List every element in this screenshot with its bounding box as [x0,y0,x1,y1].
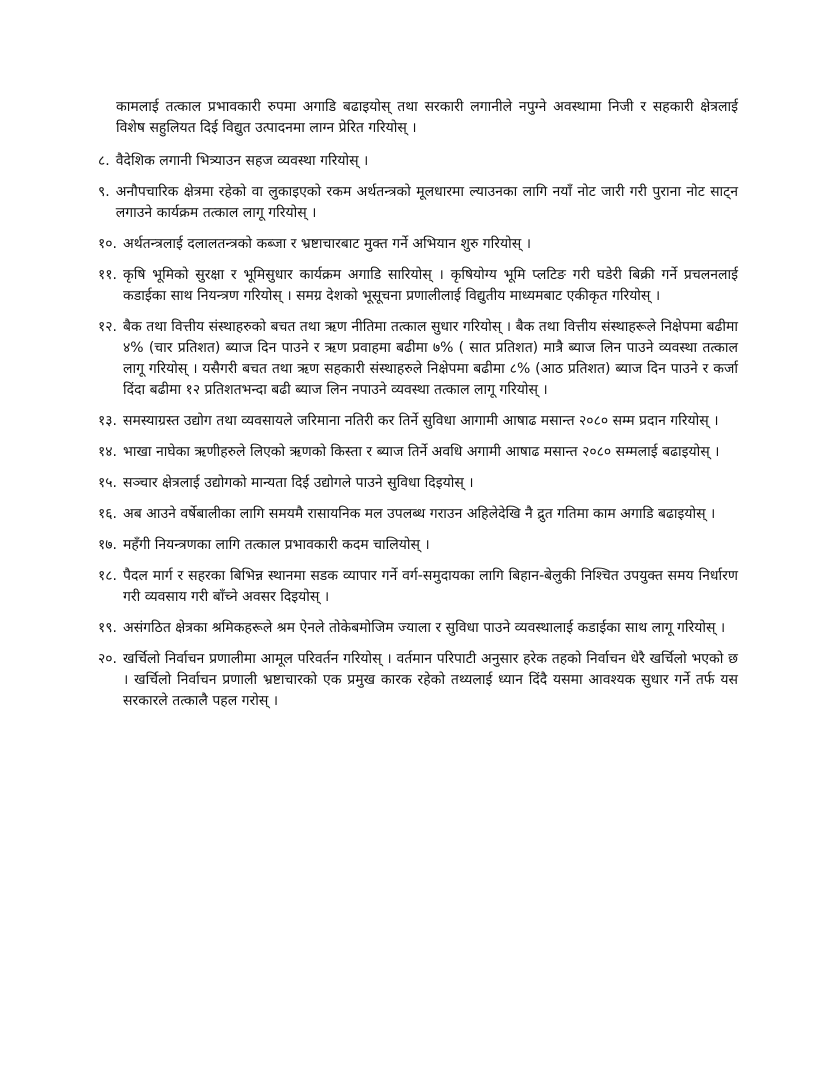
item-number: १३. [98,413,118,429]
list-item [98,317,738,401]
item-number: ११. [98,267,118,283]
item-text: खर्चिलो निर्वाचन प्रणालीमा आमूल परिवर्तन गरियोस् । वर्तमान परिपाटी अनुसार हरेक तहको निर्वाचन धेरै खर्चिलो भएको छ । खर्चिलो निर्वाचन प्रणाली भ्रष्टाचारको एक प्रमुख कारक रहेको तथ्यलाई ध्यान दिंदै यसमा आवश्यक सुधार गर्ने तर्फ यस सरकारले तत्कालै पहल गरोस् । [123,651,738,709]
list-item [98,411,738,432]
document-body [98,97,738,722]
item-text: अब आउने वर्षेबालीका लागि समयमै रासायनिक मल उपलब्ध गराउन अहिलेदेखि नै द्रुत गतिमा काम अगाडि बढाइयोस् । [123,506,716,522]
list-item [98,618,738,639]
continuation-paragraph: कामलाई तत्काल प्रभावकारी रुपमा अगाडि बढाइयोस् तथा सरकारी लगानीले नपुग्ने अवस्थामा निजी र सहकारी क्षेत्रलाई विशेष सहुलियत दिई विद्युत उत्पादनमा लाग्न प्रेरित गरियोस् । [116,99,738,136]
list-item [98,566,738,608]
item-number: १५. [98,475,118,491]
item-number: २०. [98,651,118,667]
item-text: महँगी नियन्त्रणका लागि तत्काल प्रभावकारी कदम चालियोस् । [123,537,430,553]
list-item [98,265,738,307]
item-text: सञ्चार क्षेत्रलाई उद्योगको मान्यता दिई उद्योगले पाउने सुविधा दिइयोस् । [123,475,474,491]
item-number: १४. [98,444,118,460]
numbered-list [98,151,738,712]
item-number: १०. [98,236,118,252]
item-text: वैदेशिक लगानी भित्र्याउन सहज व्यवस्था गरियोस् । [115,153,369,169]
list-item [98,535,738,556]
list-item [98,182,738,224]
item-text: पैदल मार्ग र सहरका बिभिन्न स्थानमा सडक व्यापार गर्ने वर्ग-समुदायका लागि बिहान-बेलुकी निश्चित उपयुक्त समय निर्धारण गरी व्यवसाय गरी बाँच्ने अवसर दिइयोस् । [123,568,738,605]
item-number: १६. [98,506,118,522]
item-text: असंगठित क्षेत्रका श्रमिकहरूले श्रम ऐनले तोकेबमोजिम ज्याला र सुविधा पाउने व्यवस्थालाई कडाईका साथ लागू गरियोस् । [123,620,726,636]
list-item [98,234,738,255]
item-number: १७. [98,537,118,553]
list-item [98,151,738,172]
item-text: कृषि भूमिको सुरक्षा र भूमिसुधार कार्यक्रम अगाडि सारियोस् । कृषियोग्य भूमि प्लटिङ गरी घडेरी बिक्री गर्ने प्रचलनलाई कडाईका साथ नियन्त्रण गरियोस् । समग्र देशको भूसूचना प्रणालीलाई विद्युतीय माध्यमबाट एकीकृत गरियोस् । [123,267,738,304]
item-number: ८. [98,153,110,169]
item-number: १८. [98,568,118,584]
list-item [98,504,738,525]
list-item [98,473,738,494]
list-item [98,649,738,712]
item-text: बैक तथा वित्तीय संस्थाहरुको बचत तथा ऋण नीतिमा तत्काल सुधार गरियोस् । बैक तथा वित्तीय संस्थाहरूले निक्षेपमा बढीमा ४% (चार प्रतिशत) ब्याज दिन पाउने र ऋण प्रवाहमा बढीमा ७% ( सात प्रतिशत) मात्रै ब्याज लिन पाउने व्यवस्था तत्काल लागू गरियोस् । यसैगरी बचत तथा ऋण सहकारी संस्थाहरुले निक्षेपमा बढीमा ८% (आठ प्रतिशत) ब्याज दिन पाउने र कर्जा दिंदा बढीमा १२ प्रतिशतभन्दा बढी ब्याज लिन नपाउने व्यवस्था तत्काल लागू गरियोस् । [123,319,738,398]
item-text: समस्याग्रस्त उद्योग तथा व्यवसायले जरिमाना नतिरी कर तिर्ने सुविधा आगामी आषाढ मसान्त २०८० सम्म प्रदान गरियोस् । [123,413,719,429]
item-number: १२. [98,319,118,335]
list-item [98,442,738,463]
item-number: १९. [98,620,118,636]
item-text: भाखा नाघेका ऋणीहरुले लिएको ऋणको किस्ता र ब्याज तिर्ने अवधि अगामी आषाढ मसान्त २०८० सम्मलाई बढाइयोस् । [123,444,720,460]
item-text: अर्थतन्त्रलाई दलालतन्त्रको कब्जा र भ्रष्टाचारबाट मुक्त गर्ने अभियान शुरु गरियोस् । [123,236,531,252]
item-number: ९. [98,184,110,200]
item-text: अनौपचारिक क्षेत्रमा रहेको वा लुकाइएको रकम अर्थतन्त्रको मूलधारमा ल्याउनका लागि नयाँ नोट जारी गरी पुराना नोट साट्न लगाउने कार्यक्रम तत्काल लागू गरियोस् । [115,184,738,221]
